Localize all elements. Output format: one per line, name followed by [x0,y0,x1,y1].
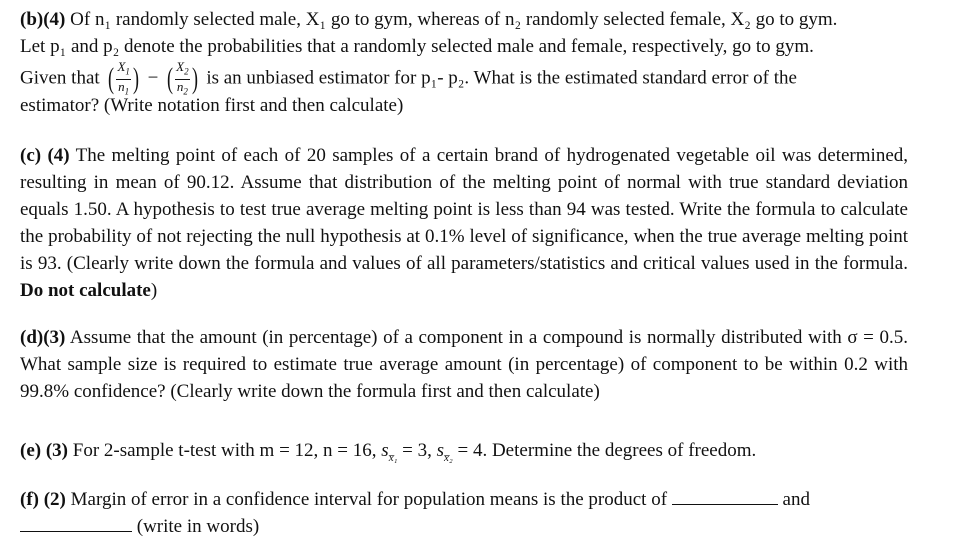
fraction-x1-over-n1: ( $\frac{X_1}{n_1}$ ) [108,59,139,97]
question-c: (c) (4) The melting point of each of 20 samples of a certain brand of hydrogenated vegetable oil was determined, resulting in mean of 90.12. Assume that distribution of the melting point of normal with true standard deviation equals 1.50. A hypothesis to test true average melting point is less than 94 was tested. Write the formula to calculate the probability of not rejecting the null hypothesis at 0.1% level of significance, when the true average melting point is 93. (Clearly write down the formula and values of all parameters/statistics and critical values used in the formula. Do not calculate) [20,145,909,301]
question-e-label: (e) (3) [20,440,68,461]
question-d [20,324,908,405]
question-f: (f) (2) Margin of error in a confidence interval for population means is the product of and (write in words) [20,486,908,540]
question-e: (e) (3) For 2-sample t-test with m = 12, n = 16, $s_{x̅_1} = 3$, $s_{x̅_2} = 4$. Determine the degrees of freedom. [20,440,757,464]
answer-blank-2[interactable] [20,513,132,532]
question-b-line-1: (b)(4) Of n₁ randomly selected male, X₁ go to gym, whereas of n₂ randomly selected female, X₂ go to gym. [20,9,838,30]
s-xbar2: $s_{x̅_2}$ [436,440,453,464]
question-d-text: Assume that the amount (in percentage) of a component in a compound is normally distributed with σ = 0.5. What sample size is required to estimate true average amount (in percentage) of component to be within 0.2 with 99.8% confidence? (Clearly write down the formula first and then calculate) [20,327,908,402]
question-c-emphasis: Do not calculate [20,280,151,301]
question-b-line-4: estimator? (Write notation first and then calculate) [20,95,404,116]
question-b [20,6,908,119]
s-xbar1: $s_{x̅_1}$ [381,440,398,464]
question-b-line-3: Given that ( $\frac{X_1}{n_1}$ ) − ( $\frac{X_2}{n_2}$ ) is an unbiased estimator for p₁- p₂. What is the estimated standard error of the [20,59,797,97]
question-c-text: The melting point of each of 20 samples of a certain brand of hydrogenated vegetable oil was determined, resulting in mean of 90.12. Assume that distribution of the melting point of normal with true standard deviation equals 1.50. A hypothesis to test true average melting point is less than 94 was tested. Write the formula to calculate the probability of not rejecting the null hypothesis at 0.1% level of significance, when the true average melting point is 93. (Clearly write down the formula and values of all parameters/statistics and critical values used in the formula. [20,145,909,274]
question-d-label: (d)(3) [20,327,66,348]
question-b-line-2: Let p₁ and p₂ denote the probabilities that a randomly selected male and female, respectively, go to gym. [20,36,814,57]
question-c-label: (c) (4) [20,145,70,166]
question-b-label: (b)(4) [20,9,66,30]
question-f-label: (f) (2) [20,489,66,510]
answer-blank-1[interactable] [672,486,778,505]
fraction-x2-over-n2: ( $\frac{X_2}{n_2}$ ) [167,59,198,97]
